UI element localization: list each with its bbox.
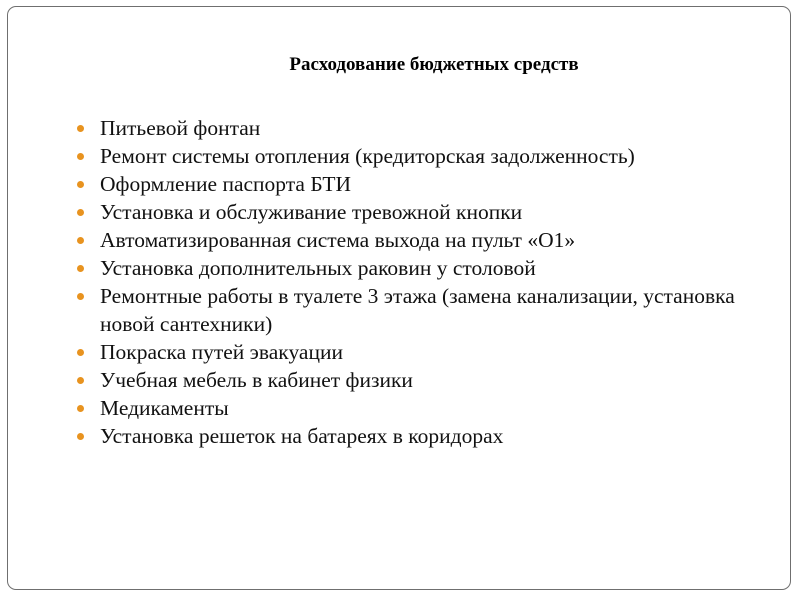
list-item-text: Установка и обслуживание тревожной кнопки [100,200,523,224]
bullet-icon [77,377,84,384]
list-item-text: Питьевой фонтан [100,116,261,140]
list-item [72,254,782,282]
list-item [72,198,782,226]
bullet-icon [77,405,84,412]
list-item [72,422,782,450]
list-item [72,114,782,142]
bullet-icon [77,349,84,356]
bullet-icon [77,209,84,216]
bullet-icon [77,125,84,132]
list-item-text: Учебная мебель в кабинет физики [100,368,413,392]
list-item [72,170,782,198]
bullet-list [72,114,782,450]
list-item-text: Установка решеток на батареях в коридорах [100,424,504,448]
bullet-icon [77,433,84,440]
bullet-icon [77,265,84,272]
list-item [72,226,782,254]
list-item-text: Оформление паспорта БТИ [100,172,352,196]
list-item-text: Автоматизированная система выхода на пульт «О1» [100,228,576,252]
list-item-text: Ремонтные работы в туалете 3 этажа (замена канализации, установка новой сантехники) [100,284,735,336]
list-item [72,338,782,366]
slide-title: Расходование бюджетных средств [289,54,579,75]
bullet-icon [77,153,84,160]
list-item [72,142,782,170]
list-item-text: Установка дополнительных раковин у столовой [100,256,536,280]
bullet-icon [77,237,84,244]
bullet-icon [77,181,84,188]
list-item-text: Ремонт системы отопления (кредиторская задолженность) [100,144,635,168]
list-item-text: Покраска путей эвакуации [100,340,343,364]
list-item [72,282,782,338]
list-item [72,366,782,394]
list-item-text: Медикаменты [100,396,229,420]
bullet-icon [77,293,84,300]
list-item [72,394,782,422]
